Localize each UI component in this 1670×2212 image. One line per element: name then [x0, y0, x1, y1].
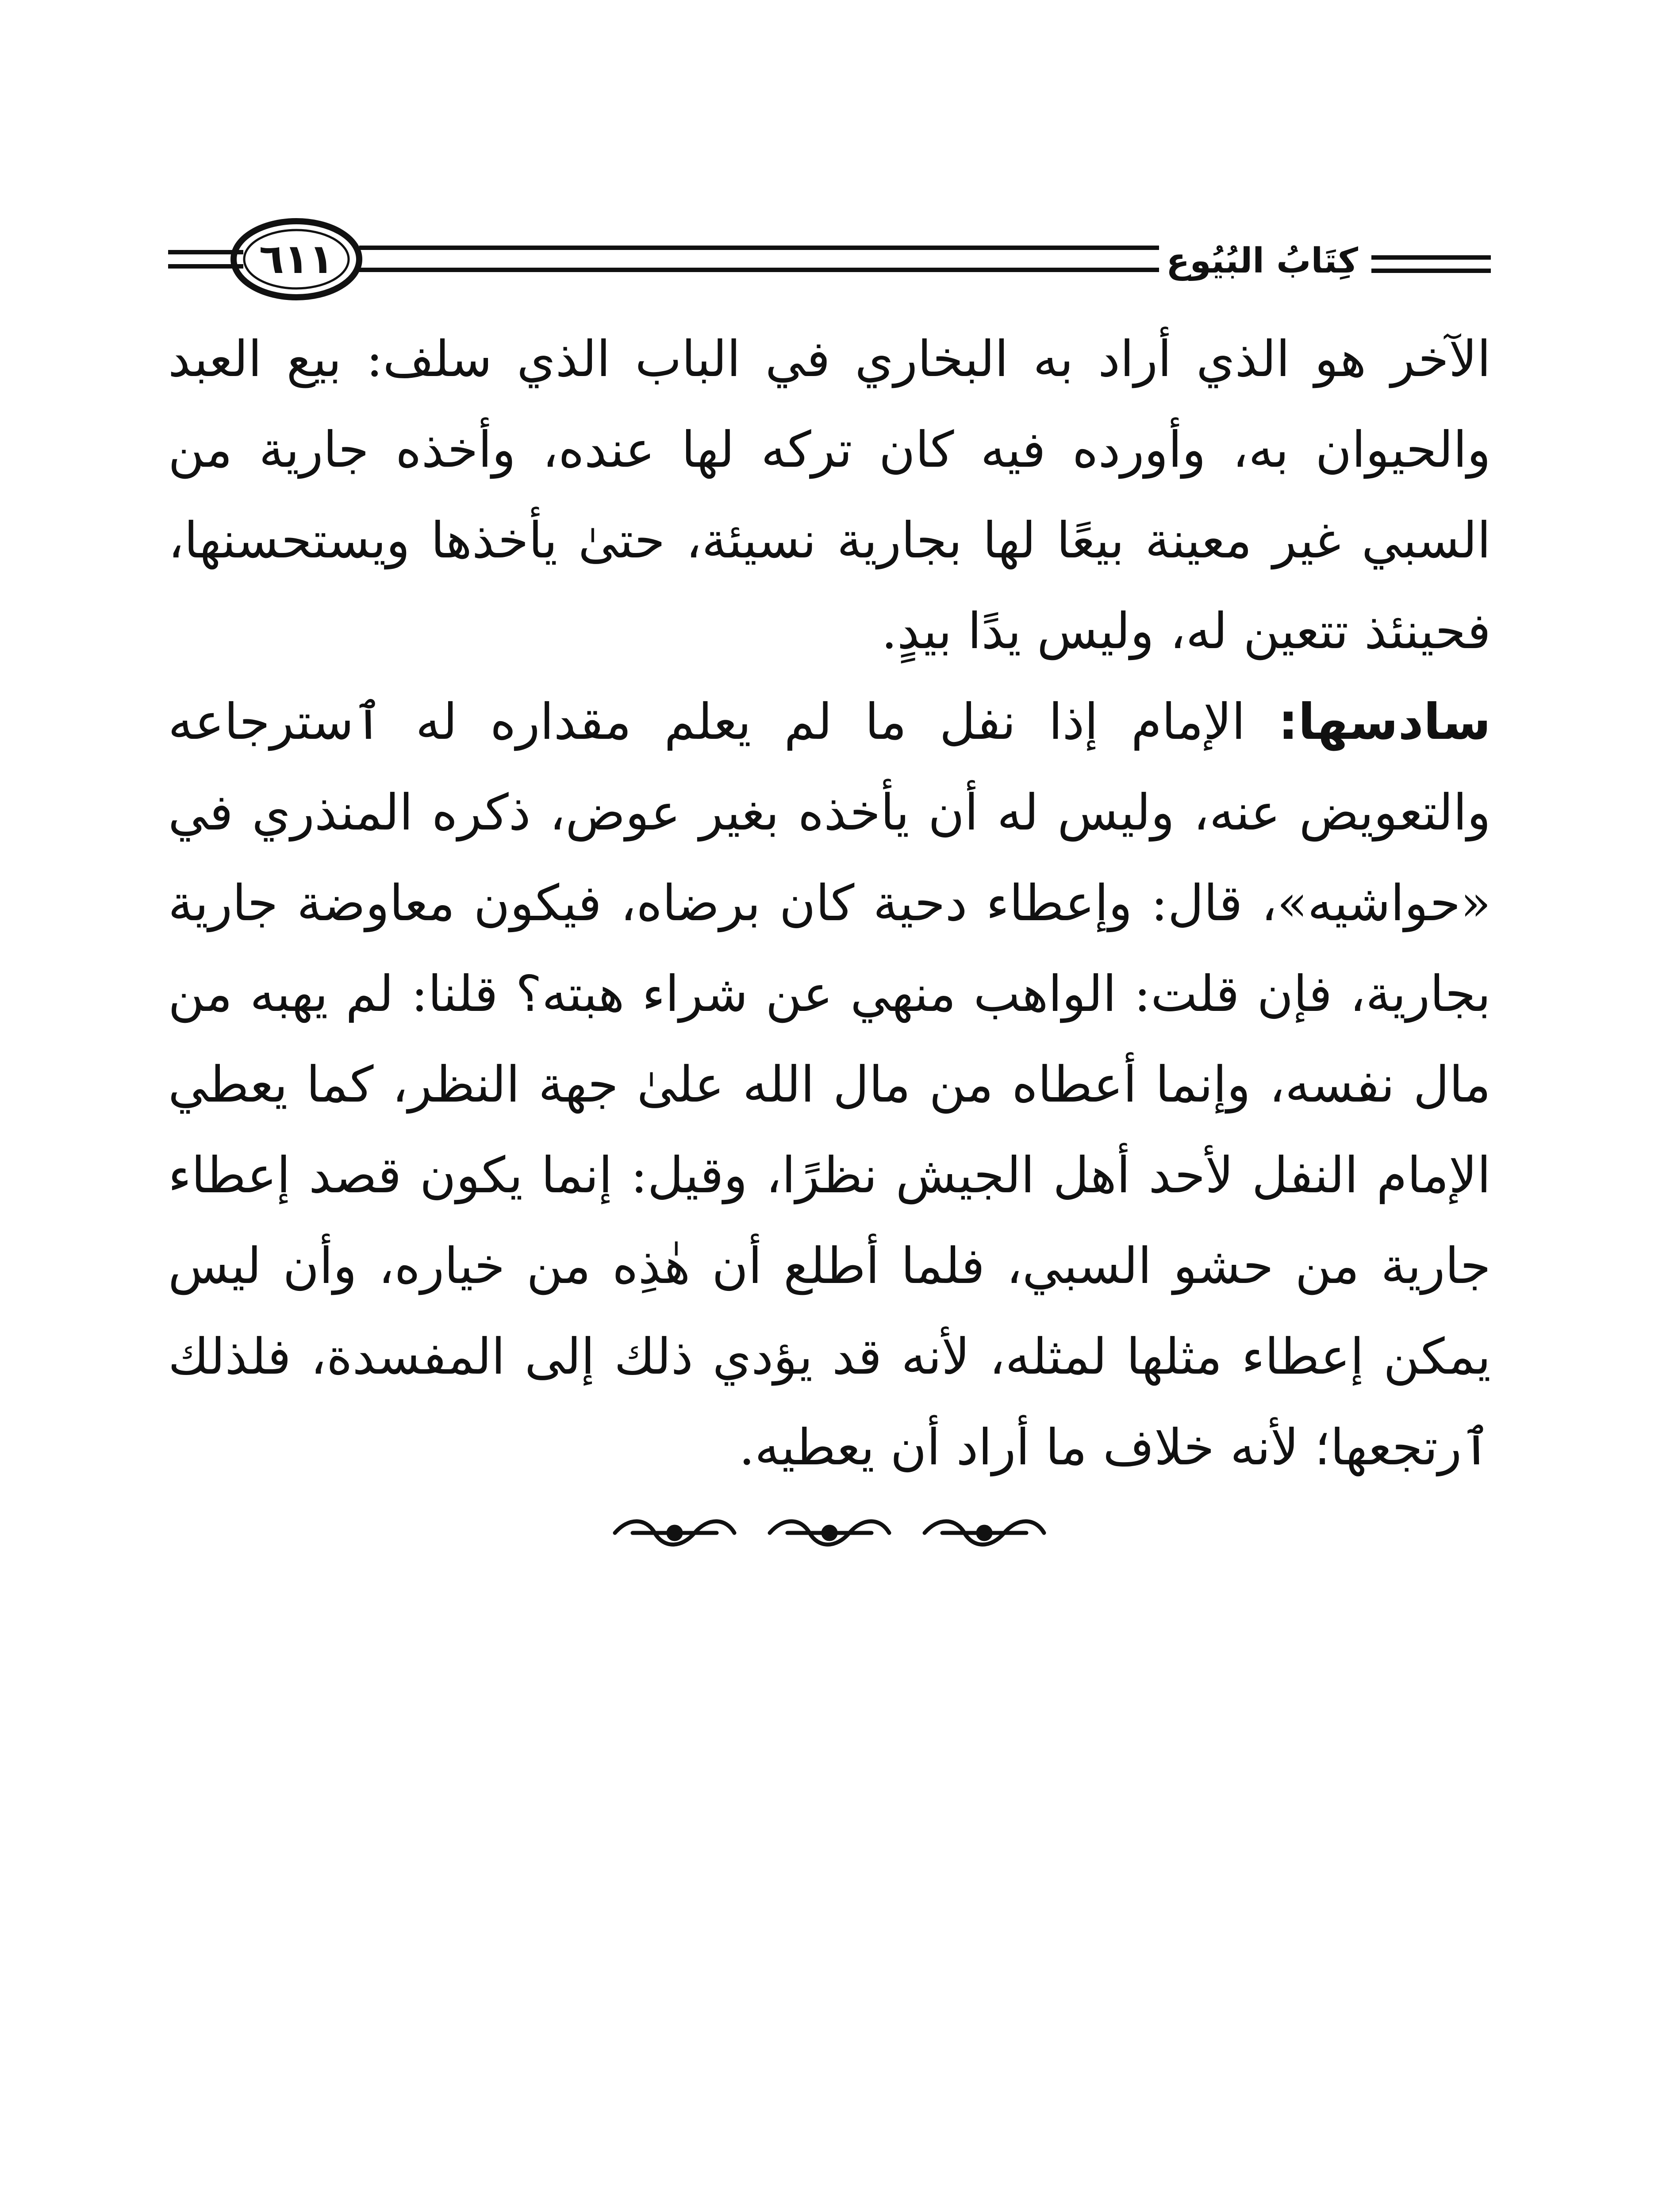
paragraph-1 — [168, 314, 1491, 677]
paragraph-2-lead: سادسها: — [1278, 693, 1491, 751]
page-header — [168, 195, 1491, 327]
main-text — [168, 314, 1491, 1493]
paragraph-1-text: الآخر هو الذي أراد به البخاري في الباب الذي سلف: بيع العبد والحيوان به، وأورده فيه كان تركه لها عنده، وأخذه جارية من السبي غير معينة بيعًا لها بجارية نسيئة، حتىٰ يأخذها ويستحسنها، فحينئذ تتعين له، وليس يدًا بيدٍ. — [168, 330, 1491, 660]
paragraph-2-text: الإمام إذا نفل ما لم يعلم مقداره له ٱسترجاعه والتعويض عنه، وليس له أن يأخذه بغير عوض، ذكره المنذري في «حواشيه»، قال: وإعطاء دحية كان برضاه، فيكون معاوضة جارية بجارية، فإن قلت: الواهب منهي عن شراء هبته؟ قلنا: لم يهبه من مال نفسه، وإنما أعطاه من مال الله علىٰ جهة النظر، كما يعطي الإمام النفل لأحد أهل الجيش نظرًا، وقيل: إنما يكون قصد إعطاء جارية من حشو السبي، فلما أطلع أن هٰذِه من خياره، وأن ليس يمكن إعطاء مثلها لمثله، لأنه قد يؤدي ذلك إلى المفسدة، فلذلك ٱرتجعها؛ لأنه خلاف ما أراد أن يعطيه. — [168, 693, 1491, 1476]
running-title: كِتَابُ البُيُوع — [1166, 241, 1358, 281]
paragraph-2 — [168, 677, 1491, 1493]
closing-ornament — [606, 1513, 1057, 1553]
page-number: ٦١١ — [259, 235, 334, 283]
